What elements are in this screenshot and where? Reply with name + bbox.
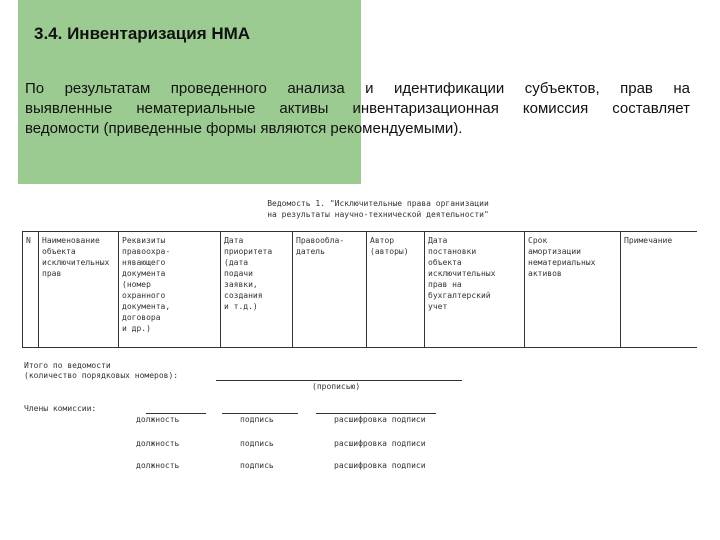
slide-paragraph [25,79,690,139]
signature-fill-line [222,413,298,414]
column-header-authors: Автор (авторы) [370,236,409,256]
commission-members-label: Члены комиссии: [24,404,97,413]
decoding-caption: расшифровка подписи [334,439,426,448]
column-header-note: Примечание [624,236,673,245]
col-divider [524,232,525,347]
paragraph-line-2: выявленные нематериальные активы инвентаризационная комиссия составляет [25,100,690,117]
total-label: Итого по ведомости [24,361,111,370]
table-top-rule [22,231,697,232]
column-header-priority-date: Дата приоритета (дата подачи заявки, создания и т.д.) [224,236,273,311]
form-title [218,198,538,220]
col-divider [220,232,221,347]
in-words-caption: (прописью) [312,382,361,391]
col-divider [118,232,119,347]
signature-fill-line [146,413,206,414]
signature-caption: подпись [240,439,274,448]
column-header-document-details: Реквизиты правоохра- нявающего документа (номер охранного документа, договора и др.) [122,236,171,333]
col-divider [22,232,23,347]
total-fill-line [216,380,462,381]
column-header-object-name: Наименование объекта исключительных прав [42,236,110,278]
left-margin [0,0,18,540]
signature-fill-line [316,413,436,414]
signature-caption: подпись [240,415,274,424]
column-header-right-holder: Правообла- датель [296,236,345,256]
col-divider [292,232,293,347]
col-divider [620,232,621,347]
paragraph-line-1: По результатам проведенного анализа и идентификации субъектов, прав на [25,80,690,97]
position-caption: должность [136,461,180,470]
position-caption: должность [136,415,180,424]
col-divider [424,232,425,347]
slide-title: 3.4. Инвентаризация НМА [34,24,251,43]
scanned-form [18,184,699,474]
paragraph-line-3: ведомости (приведенные формы являются рекомендуемыми). [25,120,463,137]
column-header-number: N [26,236,31,245]
column-header-amortization-term: Срок амортизации нематериальных активов [528,236,596,278]
form-title-line-1: Ведомость 1. "Исключительные права организации [267,199,489,208]
column-header-accounting-date: Дата постановки объекта исключительных прав на бухгалтерский учет [428,236,496,311]
col-divider [366,232,367,347]
table-bottom-rule [22,347,697,348]
position-caption: должность [136,439,180,448]
decoding-caption: расшифровка подписи [334,461,426,470]
decoding-caption: расшифровка подписи [334,415,426,424]
total-count-label: (количество порядковых номеров): [24,371,179,380]
form-title-line-2: на результаты научно-технической деятельности" [267,210,489,219]
signature-caption: подпись [240,461,274,470]
col-divider [38,232,39,347]
